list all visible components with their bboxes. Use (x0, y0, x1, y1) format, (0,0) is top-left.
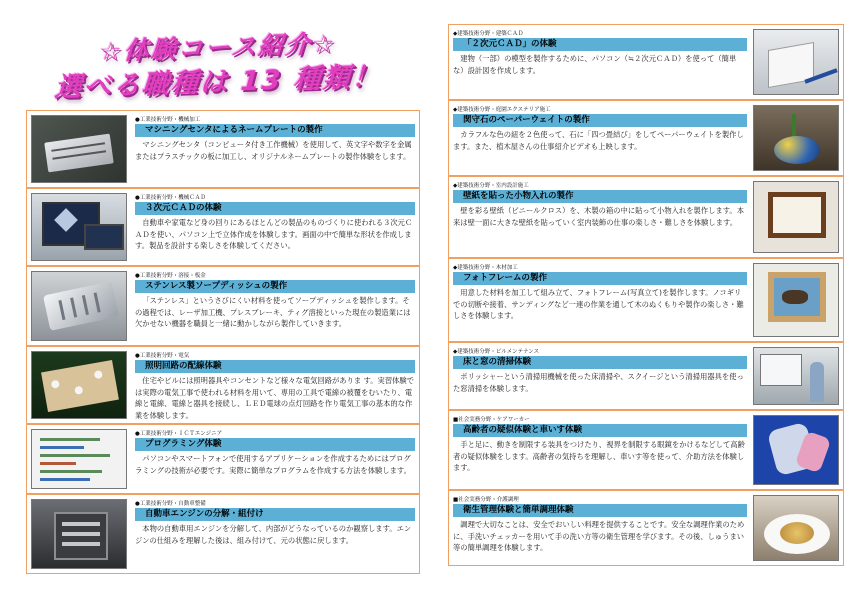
course-description: 本物の自動車用エンジンを分解して、内部がどうなっているのか観察します。エンジンの仕組みを理解した後は、組み付けて、元の状態に戻します。 (135, 524, 412, 545)
course-card (448, 100, 844, 176)
sekimori-stone-photo (753, 105, 839, 171)
course-card (26, 188, 420, 266)
course-category: ●工業技術分野・溶接・板金 (135, 273, 206, 279)
course-description: パソコンやスマートフォンで使用するアプリケーションを作成するためにはプログラミングの技術が必要です。実際に簡単なプログラムを作成する方法を体験します。 (135, 454, 411, 475)
course-description: 調理で大切なことは、安全でおいしい料理を提供することです。安全な調理作業のために、手洗いチェッカーを用いて手の洗い方等の衛生管理を学びます。その後、しゅうまい等の簡単調理を体験します。 (453, 520, 745, 552)
course-category: ■社会実務分野・ケアワーカー (453, 417, 530, 423)
course-category: ◆建築技術分野・室内設計施工 (453, 183, 529, 189)
soap-dish-photo (31, 271, 127, 341)
course-description: 建物（一部）の模型を製作するために、パソコン（≒２次元ＣＡＤ）を使って（簡単な）設計図を作成します。 (453, 54, 737, 75)
car-engine-photo (31, 499, 127, 569)
course-title: 「２次元ＣＡＤ」の体験 (453, 38, 747, 51)
course-description: 手と足に、動きを制限する装具をつけたり、視界を制限する眼鏡をかけるなどして高齢者の疑似体験をします。高齢者の気持ちを理解し、車いす等を使って、介助方法を体験します。 (453, 440, 745, 472)
cooking-photo (753, 495, 839, 561)
course-category: ◆建築技術分野・庭園エクステリア施工 (453, 107, 551, 113)
course-card (448, 490, 844, 566)
course-title: 壁紙を貼った小物入れの製作 (453, 190, 747, 203)
course-description: 自動車や家電など身の回りにあるほとんどの製品のものづくりに使われる３次元ＣＡＤを使い、パソコン上で立体作成を体験します。画面の中で簡単な形状を作成します。製品を設計する楽しさを体験してください。 (135, 218, 413, 250)
headline-line1: ☆体験コース紹介☆ (98, 28, 338, 67)
course-card (448, 410, 844, 490)
course-description: ポリッシャーという清掃用機械を使った床清掃や、スクイージという清掃用器具を使った窓清掃を体験します。 (453, 372, 744, 393)
course-description: 用意した材料を加工して組み立て、フォトフレーム(写真立て)を製作します。ノコギリでの切断や接着、サンディングなど一連の作業を通して木のぬくもりや製作の楽しさ・難しさを体験します。 (453, 288, 744, 320)
course-title: 関守石のペーパーウェイトの製作 (453, 114, 747, 127)
course-description: カラフルな色の紐を２色使って、石に「四つ畳結び」をしてペーパーウェイトを製作します。また、植木屋さんの仕事紹介ビデオも上映します。 (453, 130, 744, 151)
course-description: マシニングセンタ（コンピュータ付き工作機械）を使用して、英文字や数字を金属またはプラスチックの板に加工し、オリジナルネームプレートの製作体験をします。 (135, 140, 412, 161)
course-category: ●工業技術分野・電気 (135, 353, 190, 359)
course-title: ステンレス製ソープディッシュの製作 (135, 280, 415, 293)
course-category: ◆建築技術分野・建築ＣＡＤ (453, 31, 524, 37)
course-card (26, 110, 420, 188)
course-description: 壁を彩る壁紙（ビニールクロス）を、木製の箱の中に貼って小物入れを製作します。本来は壁一面に大きな壁紙を貼っていく室内装飾の仕事の楽しさ・難しさを体験します。 (453, 206, 744, 227)
course-title: 自動車エンジンの分解・組付け (135, 508, 415, 521)
care-experience-photo (753, 415, 839, 485)
course-card (26, 346, 420, 424)
course-title: マシニングセンタによるネームプレートの製作 (135, 124, 415, 137)
course-title: 床と窓の清掃体験 (453, 356, 747, 369)
course-title: ３次元ＣＡＤの体験 (135, 202, 415, 215)
floor-cleaning-photo (753, 347, 839, 405)
course-category: ◆建築技術分野・ビルメンテナンス (453, 349, 540, 355)
3d-cad-photo (31, 193, 127, 261)
course-card (26, 494, 420, 574)
program-code-photo (31, 429, 127, 489)
course-card (26, 424, 420, 494)
course-title: 高齢者の疑似体験と車いす体験 (453, 424, 747, 437)
course-category: ◆建築技術分野・木材加工 (453, 265, 518, 271)
course-card (448, 342, 844, 410)
course-description: 「ステンレス」というさびにくい材料を使ってソープディッシュを製作します。その過程では、レーザ加工機、プレスブレーキ、ティグ溶接といった現在の製造業には欠かせない機器を職員と一緒に動かしながら製作していきます。 (135, 296, 411, 328)
course-title: 照明回路の配線体験 (135, 360, 415, 373)
course-title: プログラミング体験 (135, 438, 415, 451)
course-category: ●工業技術分野・自動車整備 (135, 501, 206, 507)
name-plate-photo (31, 115, 127, 183)
course-category: ●工業技術分野・機械ＣＡＤ (135, 195, 206, 201)
photo-frame-photo (753, 263, 839, 337)
course-card (448, 258, 844, 342)
course-title: 衛生管理体験と簡単調理体験 (453, 504, 747, 517)
course-category: ●工業技術分野・機械加工 (135, 117, 201, 123)
course-card (448, 176, 844, 258)
headline-line2: 選べる職種は 13 種類！ (53, 61, 383, 104)
course-category: ●工業技術分野・ＩＣＴエンジニア (135, 431, 223, 437)
wallpaper-box-photo (753, 181, 839, 253)
course-description: 住宅やビルには照明器具やコンセントなど様々な電気回路がありま す。実習体験では実際の電気工事で使われる材料を用いて、専用の工具で電線の被覆をむいたり、電線と電線、電線と器具を接続し、ＬＥＤ電球の点灯回路を作り電気工事の基本的な作業を体験します。 (135, 376, 415, 420)
course-card (26, 266, 420, 346)
course-title: フォトフレームの製作 (453, 272, 747, 285)
2d-cad-photo (753, 29, 839, 95)
course-card (448, 24, 844, 100)
course-category: ■社会実務分野・介護調理 (453, 497, 519, 503)
wiring-board-photo (31, 351, 127, 419)
